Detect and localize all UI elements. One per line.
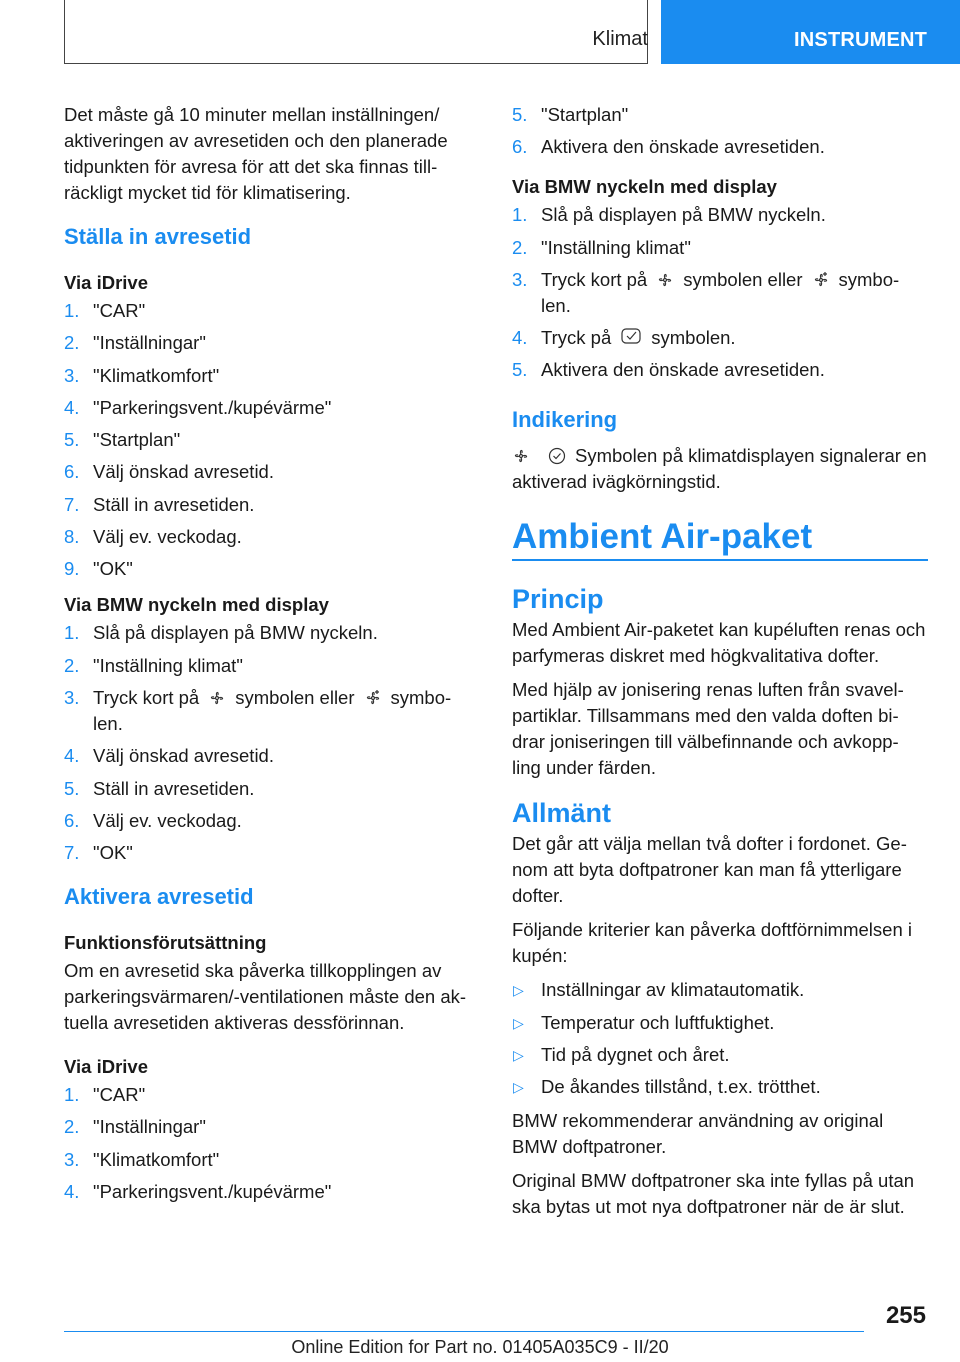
footer-divider	[64, 1331, 864, 1332]
idrive2-steps-continued	[512, 102, 928, 160]
list-item: 8. Välj ev. veckodag.	[64, 526, 242, 548]
list-item: ▷ Temperatur och luftfuktighet.	[512, 1010, 928, 1036]
list-item: ▷ De åkandes tillstånd, t.ex. trötthet.	[512, 1074, 928, 1100]
fan-icon	[208, 689, 226, 707]
list-item: 9. "OK"	[64, 558, 133, 580]
princip-paragraph-1: Med Ambient Air-paketet kan kupéluften renas och parfymeras diskret med högkvalitativa dofter.	[512, 619, 926, 667]
fan-icon	[512, 447, 530, 465]
list-item: 5. "Startplan"	[512, 104, 629, 125]
list-item: 3. "Klimatkomfort"	[64, 364, 220, 386]
intro-paragraph: Det måste gå 10 minuter mellan inställningen/ aktiveringen av avresetiden och den planerade tidpunkten för avresa för att det ska finnas till- räckligt mycket tid för klimatisering.	[64, 104, 448, 203]
list-item: 5. Aktivera den önskade avresetiden.	[512, 359, 825, 381]
heading-indikering: Indikering	[512, 407, 618, 433]
list-item: 1. "CAR"	[64, 1084, 146, 1106]
fan-timer-icon	[812, 271, 830, 289]
princip-paragraph-2: Med hjälp av jonisering renas luften från svavel- partiklar. Tillsammans med den valda doften bi- drar joniseringen till välbefinnande och avkopp- ling under färden.	[512, 679, 904, 779]
subheading-via-key-2: Via BMW nyckeln med display	[512, 176, 777, 198]
list-item: 4. Välj önskad avresetid.	[64, 745, 274, 767]
allmant-paragraph-2: Följande kriterier kan påverka doftförnimmelsen i kupén:	[512, 919, 912, 967]
heading-ambient-air-paket: Ambient Air-paket	[512, 515, 928, 561]
list-item: 6. Aktivera den önskade avresetiden.	[512, 136, 825, 158]
idrive2-steps-list	[64, 1082, 480, 1205]
fan-icon	[656, 271, 674, 289]
page-number: 255	[885, 1302, 926, 1329]
heading-stalla-in-avresetid: Ställa in avresetid	[64, 224, 252, 249]
heading-allmant: Allmänt	[512, 798, 612, 829]
bullet-triangle-icon: ▷	[513, 1079, 524, 1096]
funktion-paragraph: Om en avresetid ska påverka tillkopplingen av parkeringsvärmaren/-ventilationen måste den ak- tuella avresetiden aktiveras dessförinnan.	[64, 960, 467, 1034]
list-item: 2. "Inställningar"	[64, 332, 206, 354]
allmant-paragraph-1: Det går att välja mellan två dofter i fordonet. Ge- nom att byta doftpatroner kan man få ytterligare dofter.	[512, 833, 907, 907]
criteria-list	[512, 977, 928, 1100]
chapter-tab[interactable]: INSTRUMENT	[661, 0, 960, 64]
list-item: 4. "Parkeringsvent./kupévärme"	[64, 1181, 332, 1203]
subheading-via-idrive-2: Via iDrive	[64, 1056, 148, 1078]
heading-princip: Princip	[512, 584, 604, 615]
list-item: 3. Tryck kort på symbolen eller symbo- len.	[64, 686, 452, 734]
list-item: 2. "Inställning klimat"	[64, 654, 243, 676]
list-item: 2. "Inställningar"	[64, 1116, 206, 1138]
list-item: 4. Tryck på symbolen.	[512, 327, 736, 349]
list-item: 3. "Klimatkomfort"	[64, 1148, 220, 1170]
subheading-via-idrive: Via iDrive	[64, 272, 148, 293]
list-item: 6. Välj önskad avresetid.	[64, 461, 274, 483]
heading-aktivera-avresetid: Aktivera avresetid	[64, 884, 254, 910]
list-item: 1. "CAR"	[64, 300, 146, 321]
header-frame	[64, 0, 648, 64]
idrive-steps-list	[64, 298, 480, 582]
key2-steps-list	[512, 202, 928, 383]
list-item: 5. "Startplan"	[64, 429, 181, 451]
list-item: 7. Ställ in avresetiden.	[64, 493, 255, 515]
list-item: 6. Välj ev. veckodag.	[64, 809, 242, 831]
bullet-triangle-icon: ▷	[513, 1047, 524, 1064]
right-column	[512, 102, 928, 1228]
key-steps-list	[64, 620, 480, 866]
left-column	[64, 102, 480, 1213]
list-item: 3. Tryck kort på symbolen eller symbo- len.	[512, 268, 900, 316]
subheading-funktion: Funktionsförutsättning	[64, 932, 267, 954]
clock-check-icon	[620, 327, 642, 347]
section-title: Klimat	[592, 28, 648, 50]
list-item: 1. Slå på displayen på BMW nyckeln.	[512, 204, 826, 226]
list-item: ▷ Tid på dygnet och året.	[512, 1042, 928, 1068]
footer-edition: Online Edition for Part no. 01405A035C9 - II/20	[291, 1337, 669, 1357]
list-item: 7. "OK"	[64, 842, 133, 864]
bullet-triangle-icon: ▷	[513, 1014, 524, 1031]
list-item: 4. "Parkeringsvent./kupévärme"	[64, 396, 332, 418]
indikering-paragraph: Symbolen på klimatdisplayen signalerar en aktiverad ivägkörningstid.	[512, 445, 927, 493]
original-paragraph: Original BMW doftpatroner ska inte fyllas på utan ska bytas ut mot nya doftpatroner när de är slut.	[512, 1170, 915, 1218]
list-item: 5. Ställ in avresetiden.	[64, 777, 255, 799]
list-item: 1. Slå på displayen på BMW nyckeln.	[64, 622, 378, 644]
list-item: ▷ Inställningar av klimatautomatik.	[512, 977, 928, 1003]
fan-timer-icon	[364, 689, 382, 707]
bullet-triangle-icon: ▷	[513, 982, 524, 999]
list-item: 2. "Inställning klimat"	[512, 236, 691, 258]
clock-check-icon	[548, 447, 566, 465]
subheading-via-key: Via BMW nyckeln med display	[64, 594, 329, 616]
recommendation-paragraph: BMW rekommenderar användning av original BMW doftpatroner.	[512, 1110, 884, 1158]
